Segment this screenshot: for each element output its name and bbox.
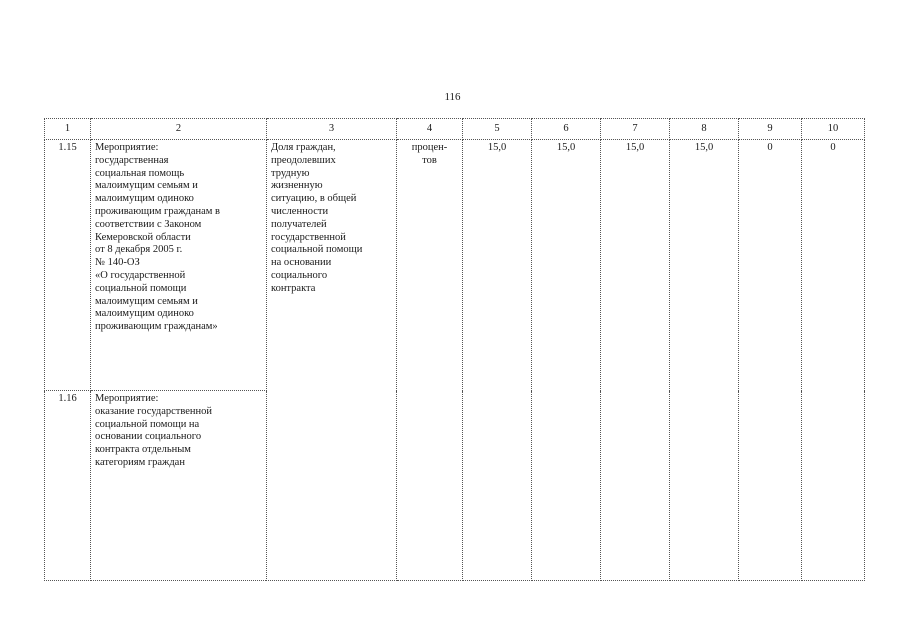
table-row: [45, 140, 865, 391]
header-cell-7: 7: [601, 119, 670, 140]
header-cell-3: 3: [267, 119, 397, 140]
header-row: [45, 119, 865, 140]
header-cell-9: 9: [739, 119, 802, 140]
page-number: 116: [444, 91, 461, 103]
value-col-8: 15,0: [670, 140, 739, 581]
value-col-7: 15,0: [601, 140, 670, 581]
header-cell-4: 4: [397, 119, 463, 140]
value-col-10: 0: [802, 140, 865, 581]
row-number: 1.15: [45, 140, 91, 391]
indicators-table: [44, 118, 865, 581]
header-cell-8: 8: [670, 119, 739, 140]
unit-text: процен- тов: [397, 140, 463, 581]
value-col-9: 0: [739, 140, 802, 581]
measure-text: Мероприятие: оказание государственной социальной помощи на основании социального контракта отдельным категориям граждан: [91, 391, 267, 581]
header-cell-6: 6: [532, 119, 601, 140]
header-cell-2: 2: [91, 119, 267, 140]
indicator-text: Доля граждан, преодолевших трудную жизненную ситуацию, в общей численности получателей государственной социальной помощи на основании социального контракта: [267, 140, 397, 581]
header-cell-5: 5: [463, 119, 532, 140]
header-cell-1: 1: [45, 119, 91, 140]
value-col-6: 15,0: [532, 140, 601, 581]
measure-text: Мероприятие: государственная социальная помощь малоимущим семьям и малоимущим одиноко проживающим гражданам в соответствии с Законом Кемеровской области от 8 декабря 2005 г. № 140-ОЗ «О государственной социальной помощи малоимущим семьям и малоимущим одиноко проживающим гражданам»: [91, 140, 267, 391]
header-cell-10: 10: [802, 119, 865, 140]
row-number: 1.16: [45, 391, 91, 581]
value-col-5: 15,0: [463, 140, 532, 581]
